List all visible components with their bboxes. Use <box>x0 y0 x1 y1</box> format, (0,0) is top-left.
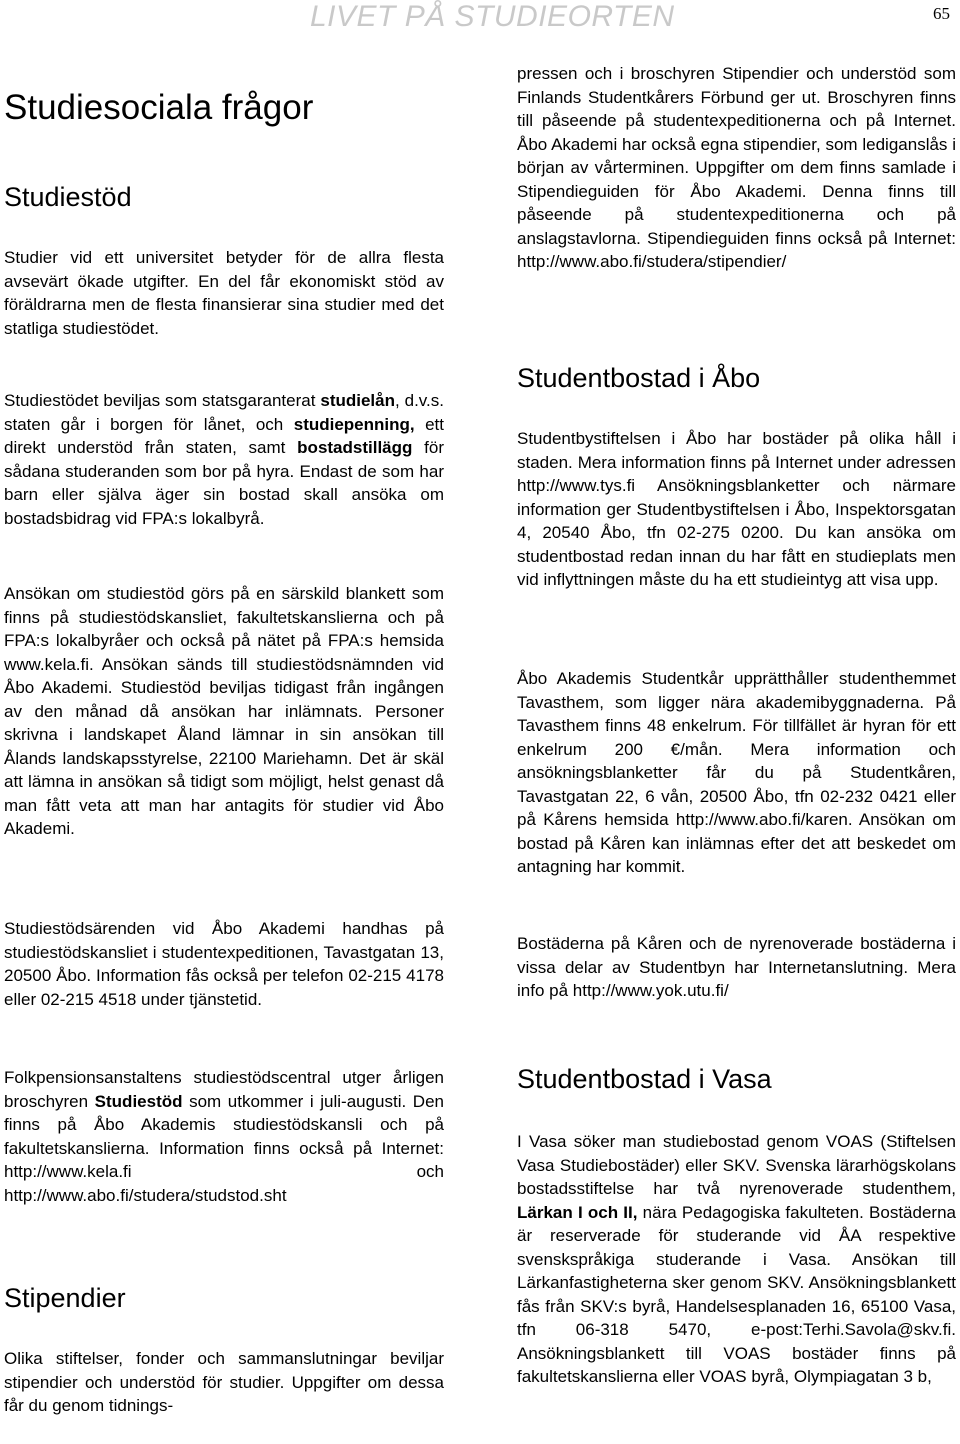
paragraph-stipendier: Olika stiftelser, fonder och sammanslutningar beviljar stipendier och understöd för studier. Uppgifter om dessa får du genom tidnings- <box>4 1349 444 1415</box>
paragraph-studiestod-types: Studiestödet beviljas som statsgaranterat studielån, d.v.s. staten går i borgen för lånet, och studiepenning, ett direkt understöd från staten, samt bostadstillägg för sådana studeranden som bor på hyra. Endast de som har barn eller själva äger sin bostad skall ansöka om bostadsbidrag vid FPA:s lokalbyrå. <box>4 391 445 528</box>
paragraph-studiestodsarenden: Studiestödsärenden vid Åbo Akademi handhas på studiestödskansliet i studentexpeditionen, Tavastgatan 13, 20500 Åbo. Information fås också per telefon 02-215 4178 eller 02-215 4518 under tjänstetid. <box>4 919 444 1009</box>
paragraph-vasa: I Vasa söker man studiebostad genom VOAS (Stiftelsen Vasa Studiebostäder) eller SKV. Svenska lärarhögskolans bostadsstiftelse har två nyrenoverade studenthem, Lärkan I och II, nära Pedagogiska fakulteten. Bostäderna är reserverade för studerande vid ÅA respektive svenskspråkiga studerande i Vasa. Ansökan till Lärkanfastigheterna sker genom SKV. Ansökningsblankett fås från SKV:s byrå, Handelsesplanaden 16, 65100 Vasa, tfn 06-318 5470, e-post:Terhi.Savola@skv.fi. Ansökningsblankett till VOAS bostäder finns på fakultetskanslierna eller VOAS byrå, Olympiagatan 3 b, <box>517 1132 956 1386</box>
page-number: 65 <box>933 4 950 23</box>
heading-stipendier: Stipendier <box>4 1283 126 1313</box>
term-studiestod-broschyr: Studiestöd <box>94 1091 183 1111</box>
paragraph-stipendier-continued: pressen och i broschyren Stipendier och understöd som Finlands Studentkårers Förbund ger ut. Broschyren finns till påseende på studentexpeditionerna och på Internet. Åbo Akademi har också egna stipendier, som lediganslås i början av vårterminen. Uppgifter om dem finns samlade i Stipendieguiden för Åbo Akademi. Denna finns till påseende på studentexpeditionerna och på anslagstavlorna. Stipendieguiden finns också på Internet: http://www.abo.fi/studera/stipendier/ <box>517 64 956 271</box>
running-header: LIVET PÅ STUDIEORTEN <box>310 0 675 33</box>
term-studiepenning: studiepenning, <box>293 414 415 434</box>
heading-studentbostad-vasa: Studentbostad i Vasa <box>517 1064 772 1094</box>
heading-studiestod: Studiestöd <box>4 182 132 212</box>
paragraph-studiestod-intro: Studier vid ett universitet betyder för de allra flesta avsevärt ökade utgifter. En del får ekonomiskt stöd av föräldrarna men de flesta finansierar sina studier med det statliga studiestödet. <box>4 248 444 338</box>
heading-studentbostad-abo: Studentbostad i Åbo <box>517 363 761 393</box>
paragraph-studentbystiftelsen: Studentbystiftelsen i Åbo har bostäder på olika håll i staden. Mera information finns på Internet under adressen http://www.tys.fi Ansökningsblanketter och närmare information ger Studentbystiftelsen i Åbo, Inspektorsgatan 4, 20540 Åbo, tfn 02-275 0200. Du kan ansöka om studentbostad redan innan du har fått en studieplats men vid inflyttningen måste du ha ett studieintyg att visa upp. <box>517 429 956 589</box>
term-bostadstillagg: bostadstillägg <box>297 438 413 457</box>
term-larkan: Lärkan I och II, <box>517 1202 638 1222</box>
paragraph-fpa-broschyr: Folkpensionsanstaltens studiestödscentral utger årligen broschyren Studiestöd som utkommer i juli-augusti. Den finns på Åbo Akademis studiestödskansli och på fakultetskanslierna. Information finns också på Internet: http://www.kela.fi och http://www.abo.fi/studera/studstod.sht <box>4 1068 444 1205</box>
paragraph-karen-internet: Bostäderna på Kåren och de nyrenoverade bostäderna i vissa delar av Studentbyn har Internetanslutning. Mera info på http://www.yok.utu.fi/ <box>517 934 956 1000</box>
term-studielan: studielån <box>320 391 395 410</box>
paragraph-tavasthem: Åbo Akademis Studentkår upprätthåller studenthemmet Tavasthem, som ligger nära akademibyggnaderna. På Tavasthem finns 48 enkelrum. För tillfället är hyran för ett enkelrum 200 €/mån. Mera information och ansökningsblanketter får du på Studentkåren, Tavastgatan 22, 6 vån, 20500 Åbo, tfn 02-232 0421 eller på Kårens hemsida http://www.abo.fi/karen. Ansökan om bostad på Kåren kan inlämnas efter det att beskedet om antagning har kommit. <box>517 669 956 876</box>
paragraph-ansokan: Ansökan om studiestöd görs på en särskild blankett som finns på studiestödskansliet, fakultetskanslierna och på FPA:s lokalbyråer och också på nätet på FPA:s hemsida www.kela.fi. Ansökan sänds till studiestödsnämnden vid Åbo Akademi. Studiestöd beviljas tidigast från ingången av den månad då ansökan har inlämnats. Personer skrivna i landskapet Åland lämnar in sin ansökan till Ålands landskapsstyrelse, 22100 Mariehamn. Det är skäl att lämna in ansökan så tidigt som möjligt, helst genast då man fått veta att man har antagits för studier vid Åbo Akademi. <box>4 584 444 838</box>
page-title: Studiesociala frågor <box>4 88 314 127</box>
